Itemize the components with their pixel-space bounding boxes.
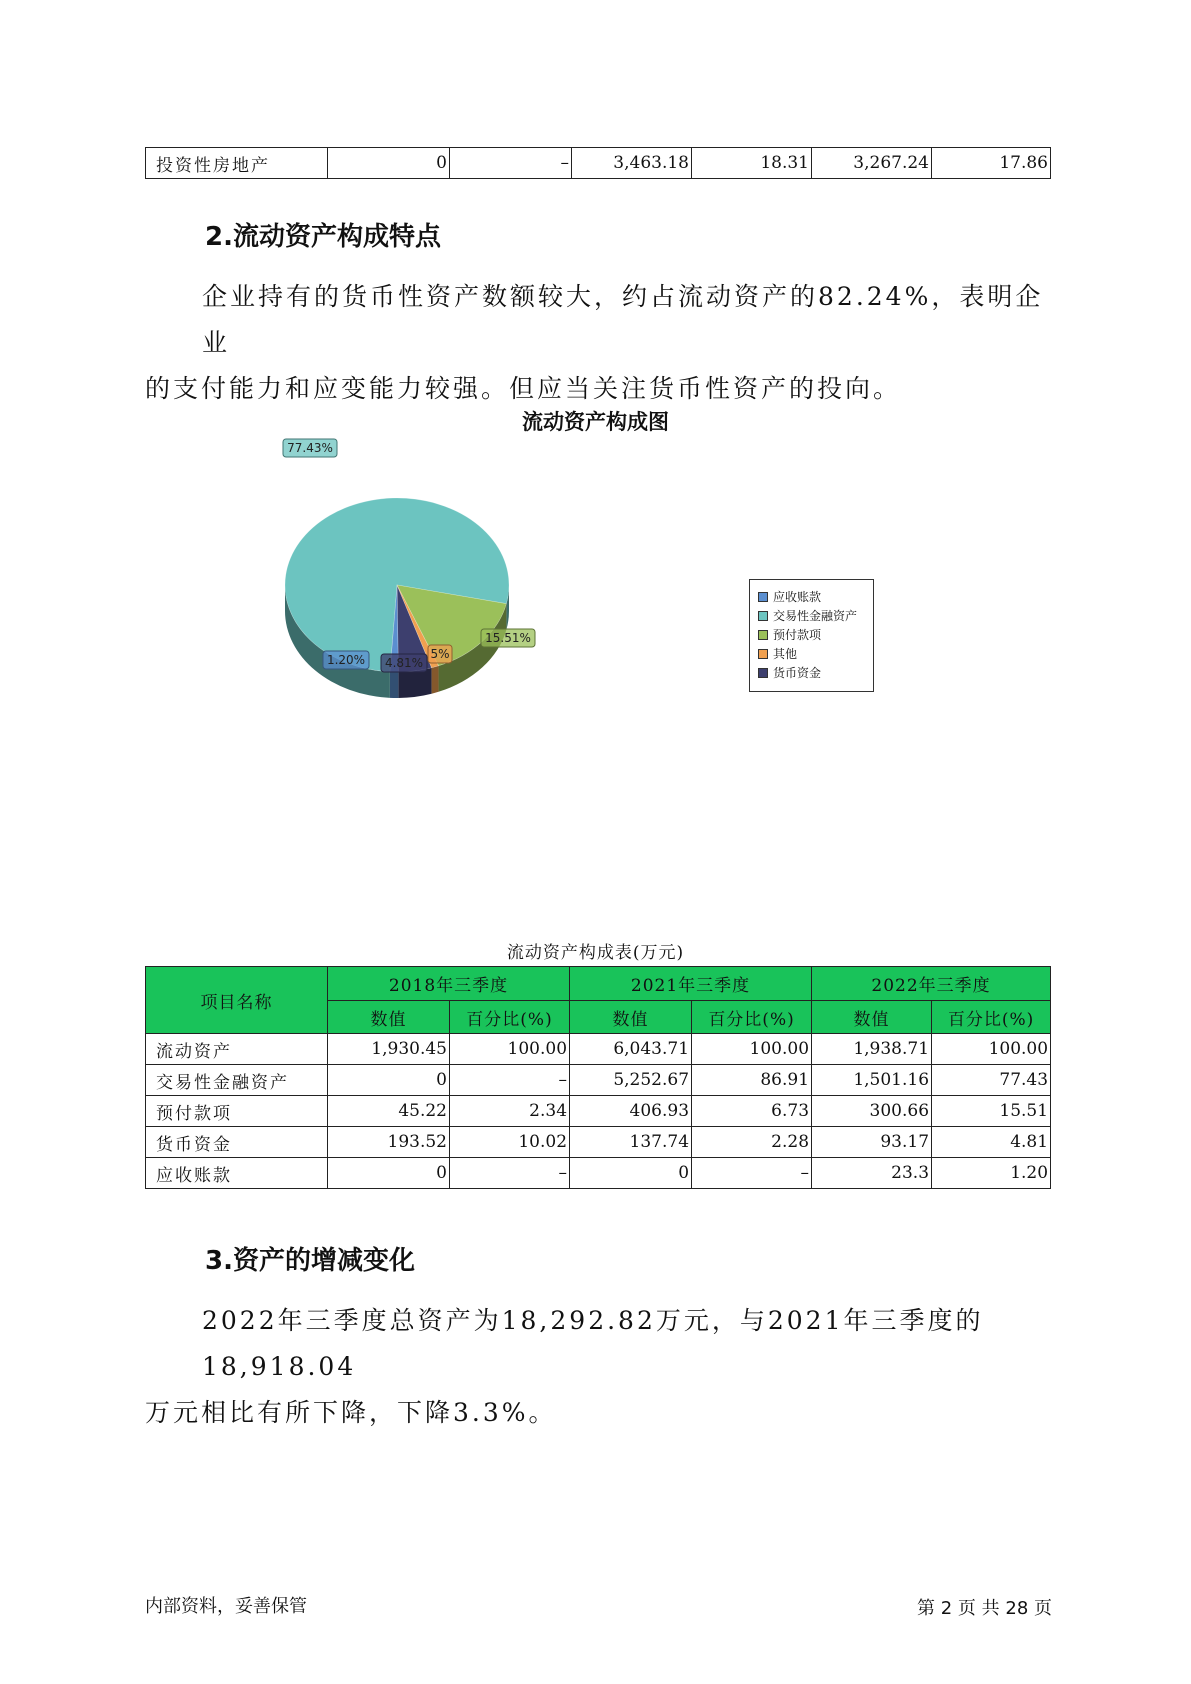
legend-item	[758, 587, 865, 606]
table-row	[146, 1065, 1051, 1096]
table-cell: 17.86	[932, 148, 1051, 179]
legend-swatch	[758, 630, 768, 640]
current-assets-table	[145, 966, 1051, 1189]
paragraph-line: 企业持有的货币性资产数额较大，约占流动资产的82.24%，表明企业	[202, 282, 1044, 357]
table-cell: 300.66	[812, 1096, 932, 1127]
table-row	[146, 1127, 1051, 1158]
header-item: 项目名称	[146, 967, 328, 1034]
row-label: 应收账款	[146, 1158, 328, 1189]
table-cell: 1,501.16	[812, 1065, 932, 1096]
table-cell: 86.91	[692, 1065, 812, 1096]
legend-swatch	[758, 592, 768, 602]
legend-item	[758, 644, 865, 663]
paragraph-line: 的支付能力和应变能力较强。但应当关注货币性资产的投向。	[145, 374, 902, 403]
row-label: 预付款项	[146, 1096, 328, 1127]
table-cell: 3,463.18	[572, 148, 692, 179]
table-cell: 100.00	[450, 1034, 570, 1065]
table-cell: 10.02	[450, 1127, 570, 1158]
legend-label: 其他	[773, 647, 798, 661]
table-cell: –	[450, 1065, 570, 1096]
pie-data-label	[481, 629, 535, 647]
table-cell: 1.20	[932, 1158, 1051, 1189]
table-cell: 4.81	[932, 1127, 1051, 1158]
table-cell: –	[692, 1158, 812, 1189]
legend-label: 交易性金融资产	[773, 609, 858, 623]
row-label: 投资性房地产	[146, 148, 328, 179]
table-cell: 193.52	[328, 1127, 450, 1158]
header-sub: 数值	[570, 1001, 692, 1034]
pie-label-text: 4.81%	[384, 656, 424, 670]
row-label: 货币资金	[146, 1127, 328, 1158]
table-caption: 流动资产构成表(万元)	[506, 943, 685, 963]
row-label: 流动资产	[146, 1034, 328, 1065]
table-cell: 5,252.67	[570, 1065, 692, 1096]
pie-label-text: 15.51%	[485, 631, 531, 645]
table-cell: 23.3	[812, 1158, 932, 1189]
pie-slice-side	[390, 672, 398, 698]
header-sub: 百分比(%)	[450, 1001, 570, 1034]
table-cell: 137.74	[570, 1127, 692, 1158]
pie-data-label	[381, 654, 427, 672]
paragraph-line: 2022年三季度总资产为18,292.82万元，与2021年三季度的18,918.04	[202, 1306, 984, 1381]
chart-title: 流动资产构成图	[522, 410, 669, 434]
table-cell: 45.22	[328, 1096, 450, 1127]
header-sub: 数值	[812, 1001, 932, 1034]
table-cell: 1,938.71	[812, 1034, 932, 1065]
pie-label-text: 5%	[430, 647, 450, 661]
legend-item	[758, 625, 865, 644]
pie-slice-side	[432, 666, 439, 694]
row-label: 交易性金融资产	[146, 1065, 328, 1096]
legend-item	[758, 606, 865, 625]
table-cell: 1,930.45	[328, 1034, 450, 1065]
table-row	[146, 1034, 1051, 1065]
table-cell: 6,043.71	[570, 1034, 692, 1065]
header-year: 2018年三季度	[328, 967, 570, 1001]
pie-data-label	[428, 645, 452, 663]
header-sub: 百分比(%)	[932, 1001, 1051, 1034]
table-cell: 0	[570, 1158, 692, 1189]
table-cell: 100.00	[932, 1034, 1051, 1065]
table-cell: 406.93	[570, 1096, 692, 1127]
table-cell: 0	[328, 1065, 450, 1096]
table-cell: 18.31	[692, 148, 812, 179]
table-cell: –	[450, 148, 572, 179]
table-row	[146, 148, 1051, 179]
header-sub: 百分比(%)	[692, 1001, 812, 1034]
legend-swatch	[758, 668, 768, 678]
legend-label: 应收账款	[773, 590, 822, 604]
section-heading: 2.流动资产构成特点	[205, 222, 441, 252]
paragraph-line: 万元相比有所下降，下降3.3%。	[145, 1398, 557, 1427]
table-cell: 77.43	[932, 1065, 1051, 1096]
table-cell: 0	[328, 148, 450, 179]
table-cell: –	[450, 1158, 570, 1189]
table-cell: 2.34	[450, 1096, 570, 1127]
header-year: 2021年三季度	[570, 967, 812, 1001]
table-cell: 93.17	[812, 1127, 932, 1158]
table-header-row	[146, 967, 1051, 1001]
legend-label: 货币资金	[773, 666, 822, 680]
legend-label: 预付款项	[773, 628, 822, 642]
table-cell: 2.28	[692, 1127, 812, 1158]
table-cell: 6.73	[692, 1096, 812, 1127]
table-row	[146, 1096, 1051, 1127]
header-year: 2022年三季度	[812, 967, 1051, 1001]
table-row	[146, 1158, 1051, 1189]
table-cell: 3,267.24	[812, 148, 932, 179]
chart-legend	[749, 579, 874, 692]
table-cell: 15.51	[932, 1096, 1051, 1127]
header-sub: 数值	[328, 1001, 450, 1034]
legend-swatch	[758, 611, 768, 621]
table-cell: 0	[328, 1158, 450, 1189]
pie-label-text: 1.20%	[326, 653, 366, 667]
pie-data-label	[283, 439, 337, 457]
table-cell: 100.00	[692, 1034, 812, 1065]
top-table	[145, 147, 1051, 179]
page-number: 第 2 页 共 28 页	[917, 1598, 1052, 1619]
section-heading: 3.资产的增减变化	[205, 1246, 415, 1276]
pie-label-text: 77.43%	[287, 441, 333, 455]
pie-data-label	[323, 651, 369, 669]
legend-item	[758, 663, 865, 682]
legend-swatch	[758, 649, 768, 659]
footer-note: 内部资料，妥善保管	[145, 1596, 307, 1617]
pie-chart	[280, 441, 600, 720]
section-paragraph	[145, 1298, 1055, 1436]
section-paragraph	[145, 274, 1055, 412]
